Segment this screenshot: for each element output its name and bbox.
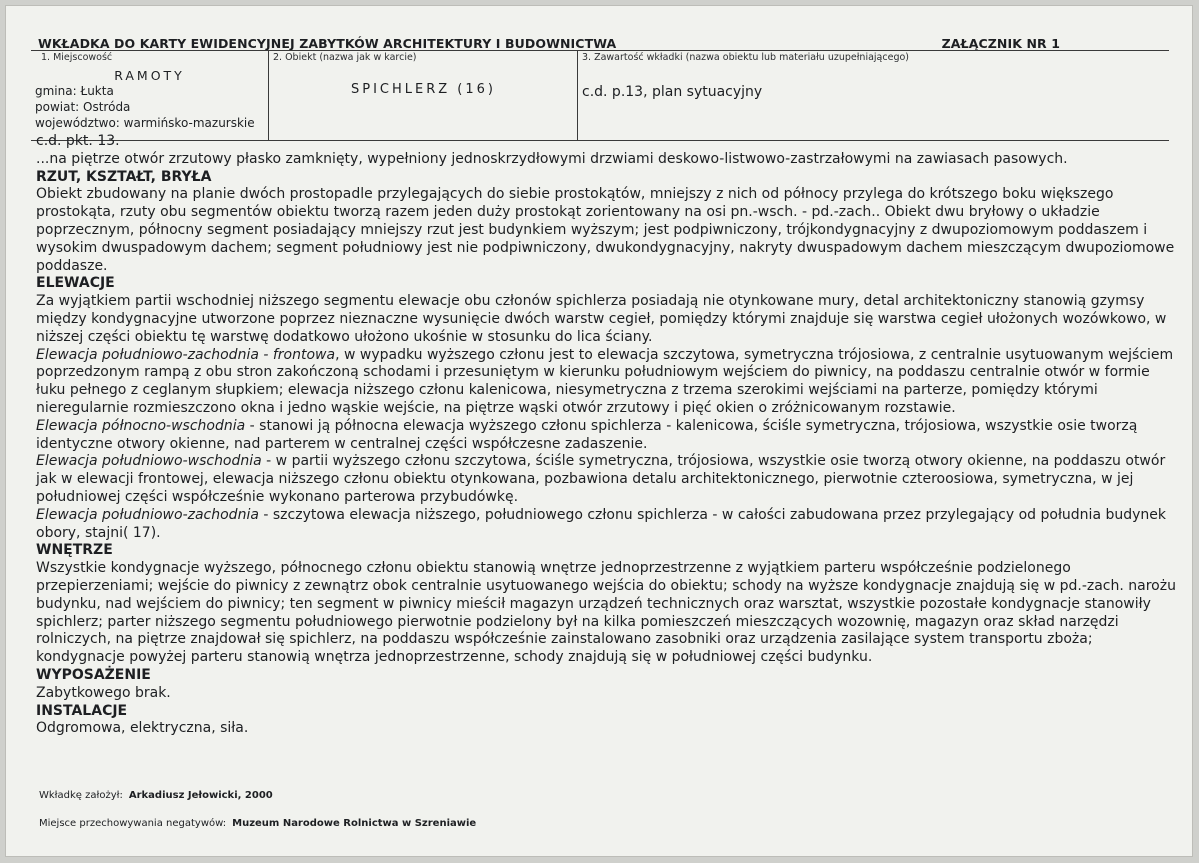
author-label: Wkładkę założył: [39, 790, 123, 801]
location-name: RAMOTY [114, 68, 185, 83]
elevation-text: - szczytowa elewacja niższego, południowego członu spichlerza - w całości zabudowana przez przylegający od południa budynek obory, stajni( 17). [36, 506, 1166, 541]
paragraph-installations: Odgromowa, elektryczna, siła. [36, 720, 249, 737]
paragraph-elevations: Za wyjątkiem partii wschodniej niższego segmentu elewacje obu członów spichlerza posiadają nie otynkowane mury, detal architektoniczny stanowią gzymsy między kondygnacyjne utworzone poprzez nieznaczne wysunięcie dwóch warstw cegieł, pomiędzy którymi znajduje się warstwa cegieł ułożonych wozówkowo, w niższej części obiektu tę warstwę dodatkowo ułożono ukośnie w stosunku do lica ściany. [36, 293, 1167, 345]
elevation-label: Elewacja północno-wschodnia [36, 417, 246, 434]
elevation-sw [36, 507, 1176, 543]
storage-label: Miejsce przechowywania negatywów: [39, 818, 227, 829]
elevation-sw-front [36, 347, 1176, 418]
elevation-text: - stanowi ją północna elewacja wyższego członu spichlerza - kalenicowa, ściśle symetryczna, trójosiowa, wszystkie osie tworzą identyczne otwory okienne, nad parterem w centralnej części współczesne zadaszenie. [36, 417, 1138, 452]
storage-line [39, 818, 476, 829]
object-name: SPICHLERZ (16) [351, 82, 496, 97]
elevation-text: - w partii wyższego członu szczytowa, ściśle symetryczna, trójosiowa, wszystkie osie tworzą otwory okienne, na poddaszu otwór jak w elewacji frontowej, elewacja niższego członu obiektu otynkowana, pozbawiona detalu architektonicznego, pierwotnie czteroosiowa, symetryczna, w jej południowej części współcześnie wykonano parterowa przybudówkę. [36, 453, 1166, 505]
elevation-label: Elewacja południowo-zachodnia [36, 506, 259, 523]
heading-interior: WNĘTRZE [36, 542, 113, 559]
heading-installations: INSTALACJE [36, 702, 128, 719]
paragraph-interior: Wszystkie kondygnacje wyższego, północnego członu obiektu stanowią wnętrze jednoprzestrzenne z wyjątkiem parteru współcześnie podzielonego przepierzeniami; wejście do piwnicy z zewnątrz obok centralnie usytuowanego wejścia do obiektu; schody na wyższe kondygnacje znajdują się w pd.-zach. narożu budynku, nad wejściem do piwnicy; ten segment w piwnicy mieścił magazyn urządzeń technicznych oraz warsztat, wszystkie pozostałe kondygnacje stanowiły spichlerz; parter niższego segmentu południowego pierwotnie podzielony był na kilka pomieszczeń mieszczących wozownię, magazyn oraz skład narzędzi rolniczych, na piętrze znajdował się spichlerz, na poddaszu współcześnie zainstalowano zasobniki oraz urządzenia zasilające system transportu zboża; kondygnacje powyżej parteru stanowią wnętrza jednoprzestrzenne, schody znajdują się w południowej części budynku. [36, 560, 1176, 666]
storage-value: Muzeum Narodowe Rolnictwa w Szreniawie [232, 818, 477, 829]
powiat-text: powiat: Ostróda [35, 100, 131, 114]
content-cell [577, 51, 1170, 140]
elevation-ne [36, 418, 1176, 454]
card-header [38, 36, 1168, 51]
heading-elevations: ELEWACJE [36, 275, 115, 292]
description-body [36, 133, 1176, 738]
author-value: Arkadiusz Jełowicki, 2000 [128, 790, 273, 801]
paragraph-intro: ...na piętrze otwór zrzutowy płasko zamknięty, wypełniony jednoskrzydłowymi drzwiami deskowo-listwowo-zastrzałowymi na zawiasach pasowych. [36, 150, 1068, 167]
elevation-se [36, 453, 1176, 506]
paragraph-furnishing: Zabytkowego brak. [36, 684, 171, 701]
elevation-label: Elewacja południowo-wschodnia [36, 453, 262, 470]
info-table [31, 50, 1169, 141]
continuation-label: c.d. pkt. 13. [36, 133, 120, 149]
elevation-text: , w wypadku wyższego członu jest to elewacja szczytowa, symetryczna trójosiowa, z centralnie usytuowanym wejściem poprzedzonym rampą z obu stron zakończoną schodami i przesuniętym w kierunku południowym wejściem do piwnicy, na poddaszu centralnie otwór w formie łuku pełnego z ceglanym słupkiem; elewacja niższego członu kalenicowa, niesymetryczna z trzema szerokimi wejściami na parterze, pomiędzy którymi nieregularnie rozmieszczono okna i jedno wąskie wejście, na piętrze wąski otwór zrzutowy i pięć okien o zróżnicowanym rozstawie. [36, 346, 1174, 416]
annex-label: ZAŁĄCZNIK NR 1 [941, 36, 1060, 51]
author-line [39, 790, 273, 801]
object-caption: 2. Obiekt (nazwa jak w karcie) [273, 52, 417, 63]
heading-furnishing: WYPOSAŻENIE [36, 666, 151, 683]
location-caption: 1. Miejscowość [41, 52, 113, 63]
elevation-label: Elewacja południowo-zachodnia - frontowa [36, 346, 336, 363]
paragraph-plan: Obiekt zbudowany na planie dwóch prostopadle przylegających do siebie prostokątów, mniejszy z nich od północy przylega do krótszego boku większego prostokąta, rzuty obu segmentów obiektu tworzą razem jeden duży prostokąt zorientowany na osi pn.-wsch. - pd.-zach.. Obiekt dwu bryłowy o układzie poprzecznym, północny segment posiadający mniejszy rzut jest budynkiem wyższym; jest podpiwniczony, trójkondygnacyjny z dwupoziomowym poddaszem i wysokim dwuspadowym dachem; segment południowy jest nie podpiwniczony, dwukondygnacyjny, nakryty dwuspadowym dachem mieszczącym dwupoziomowe poddasze. [36, 186, 1175, 274]
voivodeship-text: województwo: warmińsko-mazurskie [35, 116, 255, 130]
gmina-text: gmina: Łukta [35, 84, 114, 98]
object-cell [268, 51, 578, 140]
content-caption: 3. Zawartość wkładki (nazwa obiektu lub materiału uzupełniającego) [582, 52, 909, 63]
heading-plan: RZUT, KSZTAŁT, BRYŁA [36, 168, 212, 185]
card-title: WKŁADKA DO KARTY EWIDENCYJNEJ ZABYTKÓW ARCHITEKTURY I BUDOWNICTWA [38, 36, 617, 51]
location-cell [31, 51, 268, 140]
content-value: c.d. p.13, plan sytuacyjny [582, 84, 763, 100]
